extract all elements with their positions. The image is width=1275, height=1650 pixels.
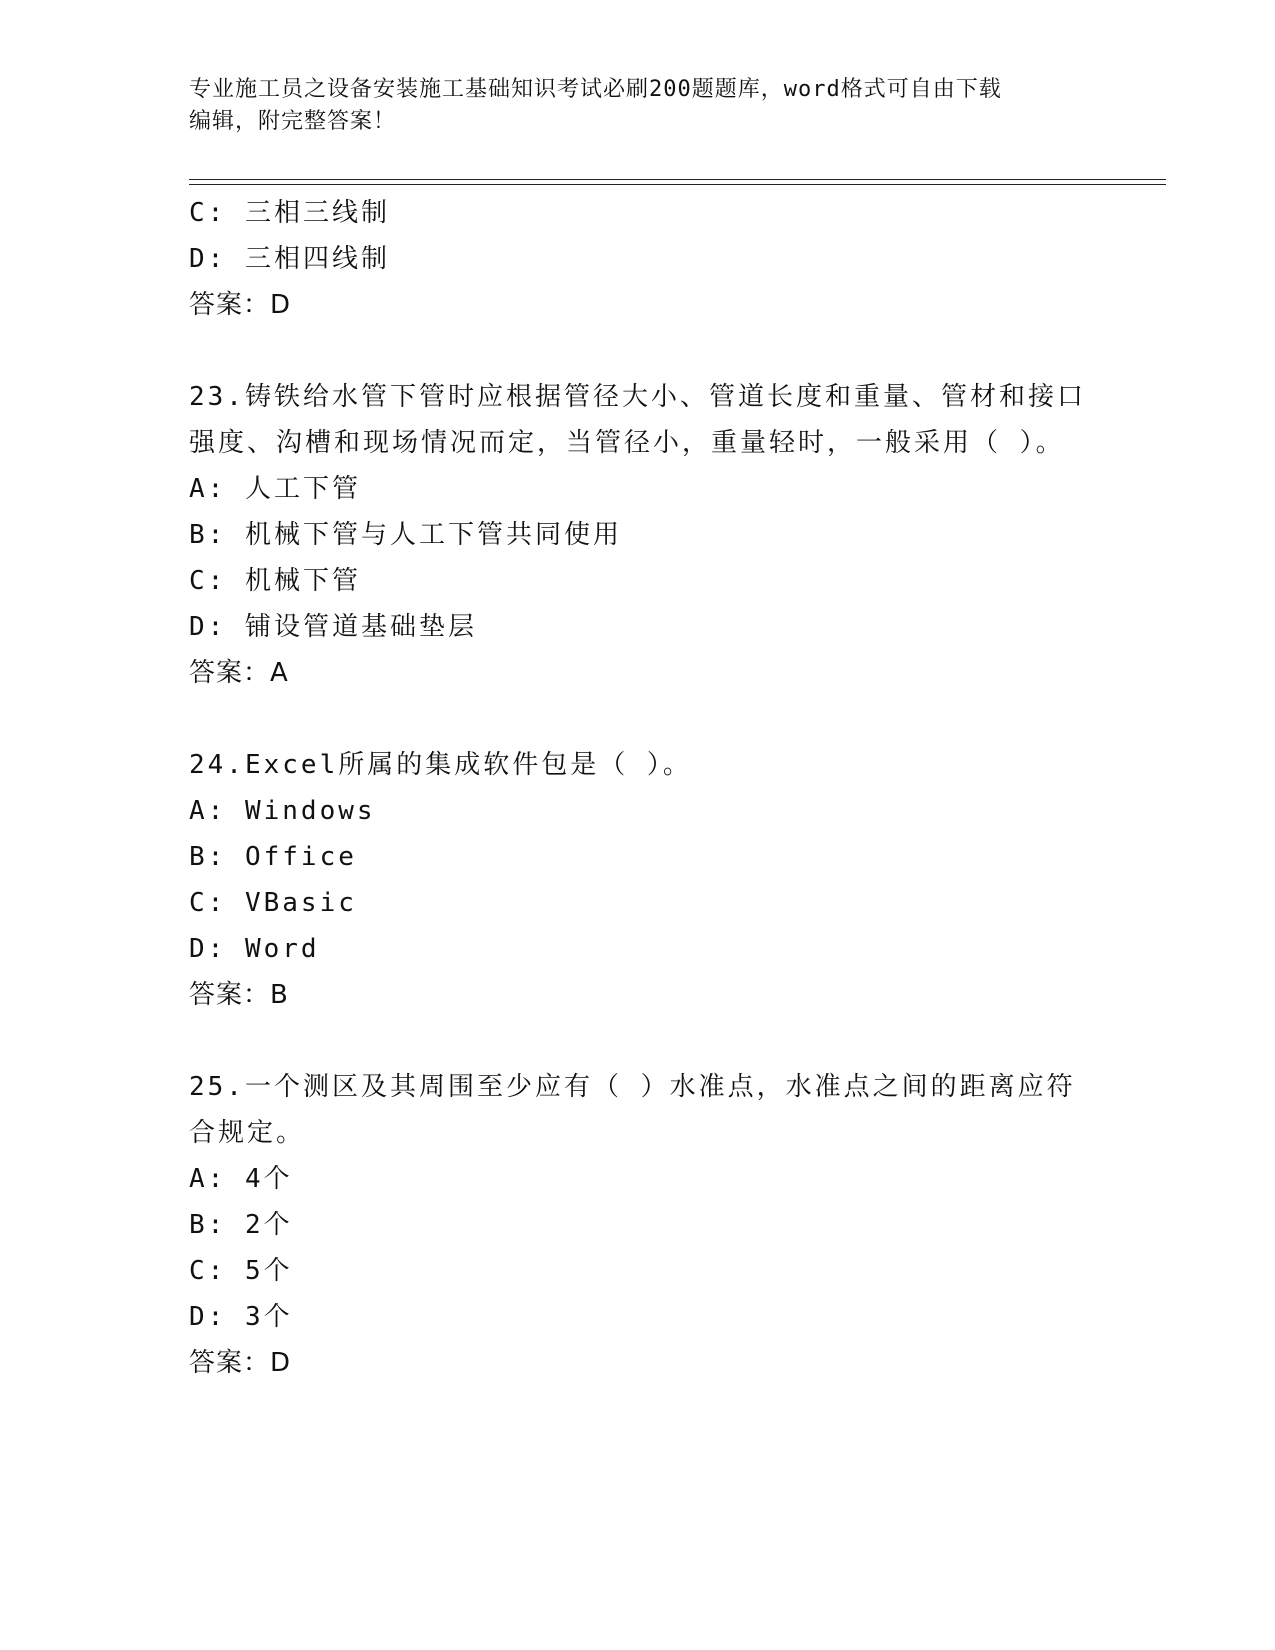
option-c: C: VBasic [189, 888, 357, 918]
document-body [189, 190, 1089, 1386]
question-22-partial [189, 190, 1089, 328]
spacer [189, 328, 1089, 374]
question-24 [189, 742, 1089, 1018]
option-c: C: 机械下管 [189, 566, 361, 596]
spacer [189, 1018, 1089, 1064]
question-25 [189, 1064, 1089, 1386]
header-divider-bottom [189, 184, 1166, 185]
question-23 [189, 374, 1089, 696]
answer-line: 答案：D [189, 1348, 292, 1378]
option-d: D: Word [189, 934, 320, 964]
header-line-2: 编辑，附完整答案！ [189, 109, 397, 134]
header-line-1: 专业施工员之设备安装施工基础知识考试必刷200题题库，word格式可自由下载 [189, 77, 1002, 102]
option-a: A: 4个 [189, 1164, 293, 1194]
option-c: C: 三相三线制 [189, 198, 390, 228]
option-d: D: 铺设管道基础垫层 [189, 612, 477, 642]
option-b: B: Office [189, 842, 357, 872]
question-text-line-1: 25.一个测区及其周围至少应有（ ）水准点，水准点之间的距离应符 [189, 1072, 1076, 1102]
question-text-line-1: 23.铸铁给水管下管时应根据管径大小、管道长度和重量、管材和接口 [189, 382, 1086, 412]
question-text-line-1: 24.Excel所属的集成软件包是（ ）。 [189, 750, 692, 780]
option-c: C: 5个 [189, 1256, 293, 1286]
spacer [189, 696, 1089, 742]
option-a: A: 人工下管 [189, 474, 361, 504]
answer-line: 答案：A [189, 658, 289, 688]
question-text-line-2: 强度、沟槽和现场情况而定，当管径小，重量轻时，一般采用（ ）。 [189, 428, 1065, 458]
question-text-line-2: 合规定。 [189, 1118, 306, 1148]
header-divider-top [189, 179, 1166, 180]
option-b: B: 机械下管与人工下管共同使用 [189, 520, 622, 550]
option-b: B: 2个 [189, 1210, 293, 1240]
option-d: D: 3个 [189, 1302, 293, 1332]
document-header [189, 74, 1089, 138]
option-d: D: 三相四线制 [189, 244, 390, 274]
option-a: A: Windows [189, 796, 376, 826]
answer-line: 答案：D [189, 290, 292, 320]
answer-line: 答案：B [189, 980, 289, 1010]
